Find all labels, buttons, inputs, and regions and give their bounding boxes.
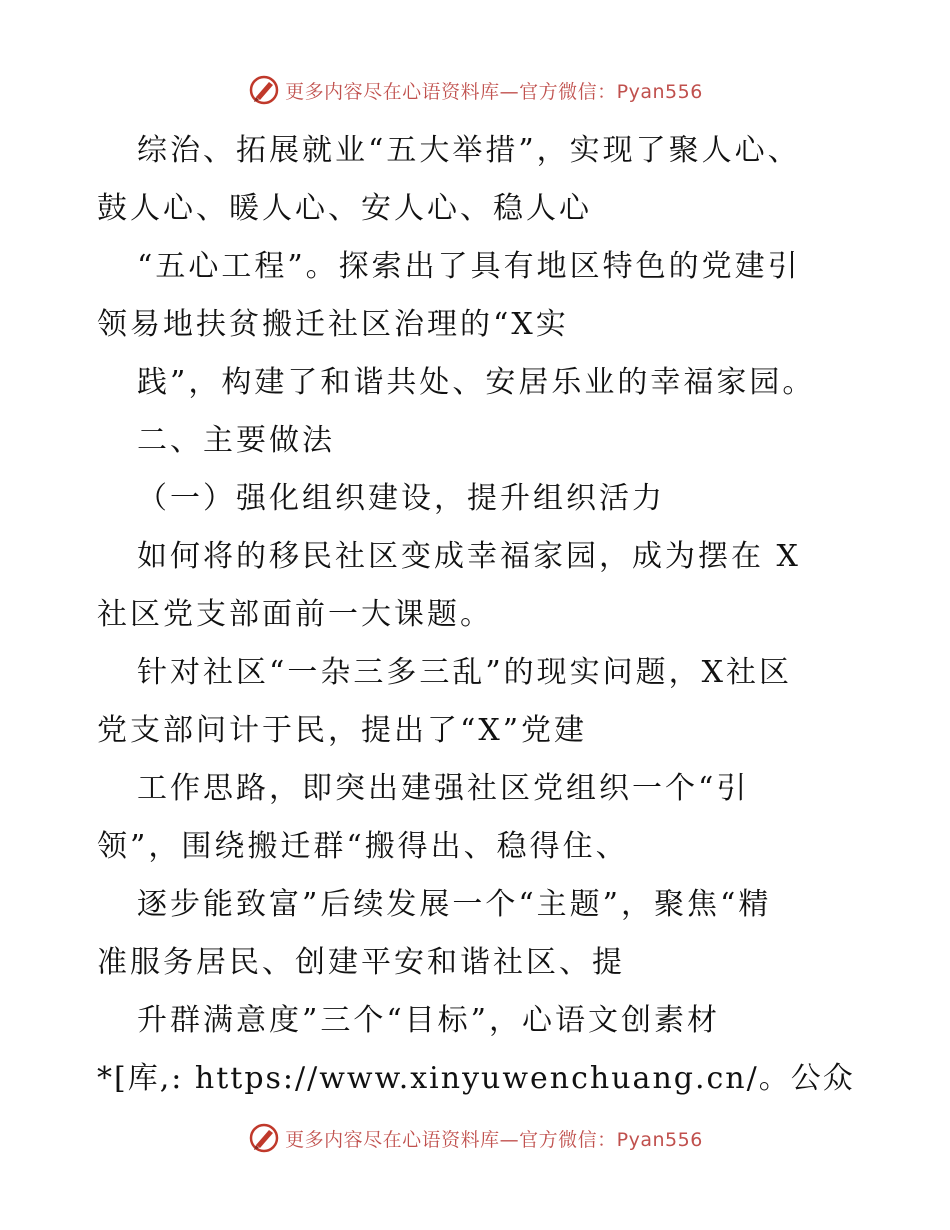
- text-line: *[库,: https://www.xinyuwenchuang.cn/。公众: [97, 1061, 855, 1096]
- text-line: “五心工程”。探索出了具有地区特色的党建引: [137, 249, 801, 284]
- subsection-heading: （一）强化组织建设，提升组织活力: [137, 481, 665, 516]
- text-line: 工作思路，即突出建强社区党组织一个“引: [137, 771, 750, 806]
- text-line: 升群满意度”三个“目标”，心语文创素材: [137, 1003, 721, 1038]
- watermark-text: 更多内容尽在心语资料库—官方微信：Pyan556: [285, 80, 703, 103]
- header-watermark: [0, 70, 950, 110]
- text-line: 综治、拓展就业“五大举措”，实现了聚人心、: [137, 133, 801, 168]
- text-line: 领”，围绕搬迁群“搬得出、稳得住、: [97, 829, 629, 864]
- text-line: 准服务居民、创建平安和谐社区、提: [97, 945, 625, 980]
- pen-logo-icon: [247, 73, 281, 107]
- text-line: 社区党支部面前一大课题。: [97, 597, 493, 632]
- pen-logo-icon: [247, 1121, 281, 1155]
- text-line: 鼓人心、暖人心、安人心、稳人心: [97, 191, 592, 226]
- text-line: 践”，构建了和谐共处、安居乐业的幸福家园。: [137, 365, 816, 400]
- footer-watermark: [0, 1118, 950, 1158]
- text-line: 如何将的移民社区变成幸福家园，成为摆在 X: [137, 539, 801, 574]
- watermark-text: 更多内容尽在心语资料库—官方微信：Pyan556: [285, 1128, 703, 1151]
- text-line: 领易地扶贫搬迁社区治理的“X实: [97, 307, 569, 342]
- text-line: 党支部问计于民，提出了“X”党建: [97, 713, 588, 748]
- text-line: 逐步能致富”后续发展一个“主题”，聚焦“精: [137, 887, 772, 922]
- text-line: 针对社区“一杂三多三乱”的现实问题，X社区: [137, 655, 793, 690]
- section-heading: 二、主要做法: [137, 423, 335, 458]
- document-body: [97, 122, 857, 1108]
